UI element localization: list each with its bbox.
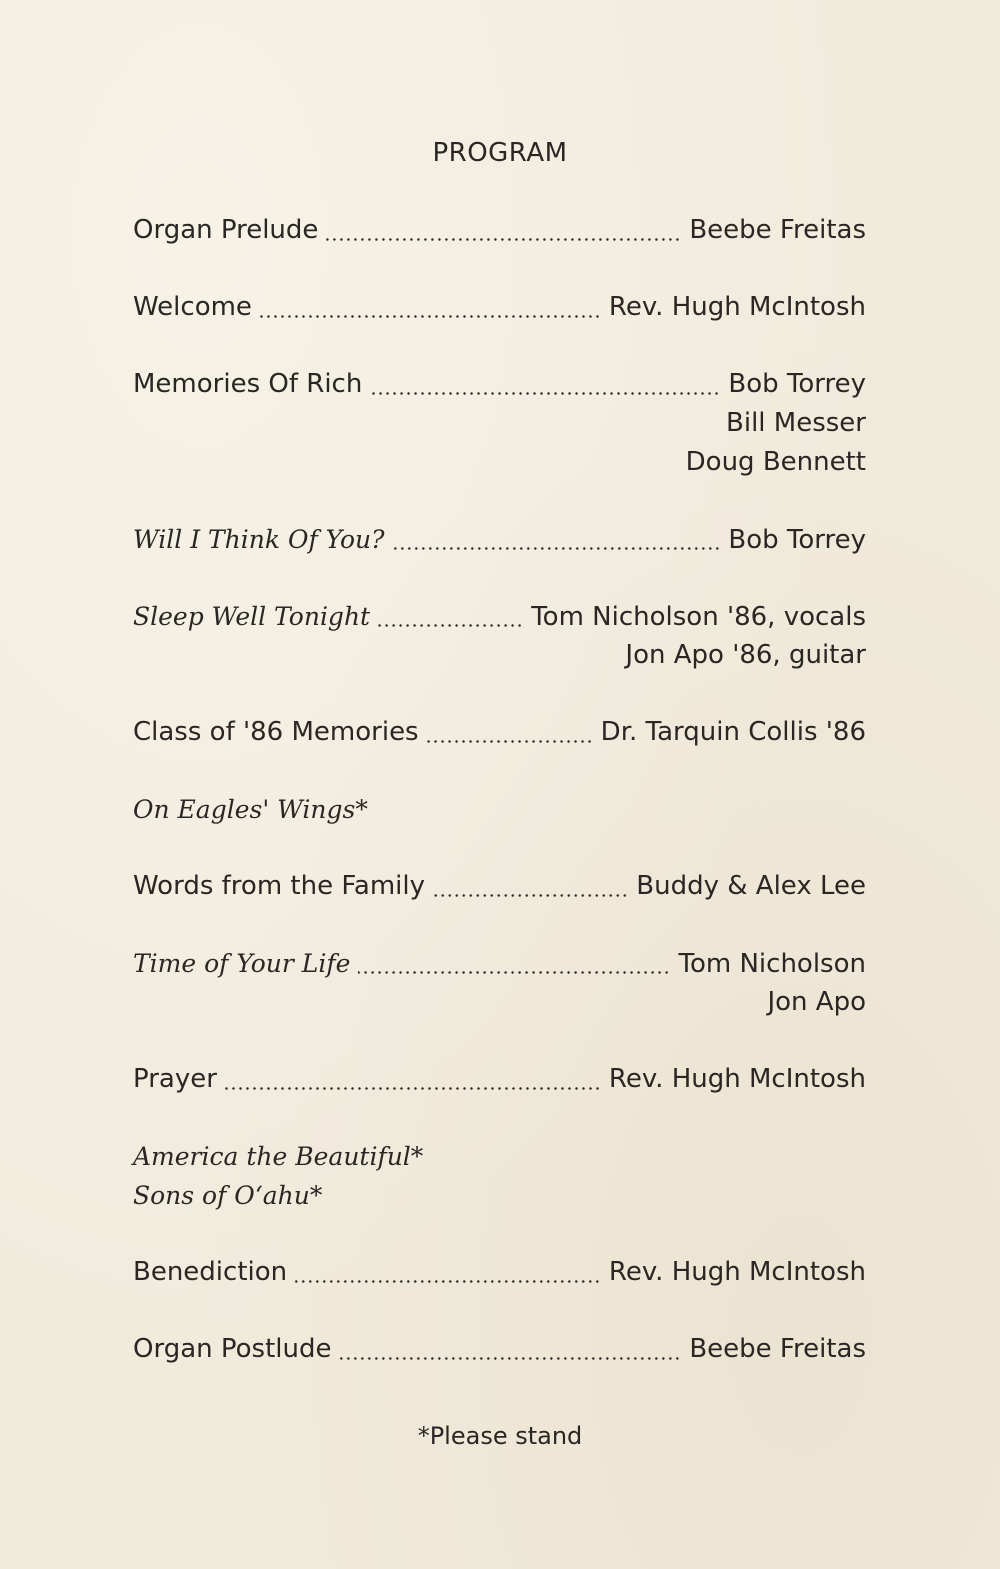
item-performer: Bob Torrey bbox=[728, 369, 866, 399]
program-item-sleep-well-tonight bbox=[133, 597, 866, 675]
item-performer: Tom Nicholson '86, vocals bbox=[531, 602, 866, 632]
item-title: On Eagles' Wings* bbox=[133, 795, 368, 824]
item-title: Words from the Family bbox=[133, 871, 426, 901]
program-item-on-eagles-wings bbox=[133, 790, 866, 829]
program-item-benediction bbox=[133, 1253, 866, 1292]
item-performer: Jon Apo '86, guitar bbox=[625, 640, 866, 670]
item-title: Organ Prelude bbox=[133, 215, 319, 245]
item-title: Welcome bbox=[133, 292, 252, 322]
dot-leader bbox=[370, 392, 720, 395]
program-item-prayer bbox=[133, 1060, 866, 1099]
page-title: PROGRAM bbox=[432, 138, 568, 168]
item-title: Will I Think Of You? bbox=[133, 525, 385, 554]
program-item-welcome bbox=[133, 288, 866, 327]
dot-leader bbox=[427, 740, 593, 743]
item-title: Sleep Well Tonight bbox=[133, 602, 371, 631]
item-performer: Rev. Hugh McIntosh bbox=[608, 1064, 866, 1094]
program-item-songs bbox=[133, 1137, 866, 1215]
dot-leader bbox=[260, 315, 601, 318]
item-performer: Jon Apo bbox=[767, 987, 866, 1017]
item-title: Benediction bbox=[133, 1257, 288, 1287]
item-performer: Beebe Freitas bbox=[689, 1334, 866, 1364]
program-item-class-memories bbox=[133, 713, 866, 752]
program-list bbox=[133, 211, 866, 1407]
program-item-organ-postlude bbox=[133, 1330, 866, 1369]
item-title: Time of Your Life bbox=[133, 949, 351, 978]
item-title: Organ Postlude bbox=[133, 1334, 332, 1364]
dot-leader bbox=[358, 971, 670, 974]
dot-leader bbox=[326, 238, 681, 241]
program-item-will-i-think-of-you bbox=[133, 520, 866, 559]
program-item-time-of-your-life bbox=[133, 944, 866, 1022]
item-performer: Beebe Freitas bbox=[689, 215, 866, 245]
item-title: America the Beautiful* bbox=[133, 1142, 424, 1171]
item-title: Prayer bbox=[133, 1064, 217, 1094]
program-item-organ-prelude bbox=[133, 211, 866, 250]
item-performer: Dr. Tarquin Collis '86 bbox=[600, 717, 866, 747]
program-item-memories-of-rich bbox=[133, 365, 866, 482]
item-title: Memories Of Rich bbox=[133, 369, 363, 399]
dot-leader bbox=[295, 1280, 601, 1283]
item-performer: Rev. Hugh McIntosh bbox=[608, 1257, 866, 1287]
dot-leader bbox=[339, 1357, 681, 1360]
item-performer: Tom Nicholson bbox=[678, 949, 866, 979]
item-title: Sons of O‘ahu* bbox=[133, 1181, 323, 1210]
item-title: Class of '86 Memories bbox=[133, 717, 419, 747]
item-performer: Rev. Hugh McIntosh bbox=[608, 292, 866, 322]
item-performer: Bob Torrey bbox=[728, 525, 866, 555]
item-performer: Doug Bennett bbox=[685, 447, 866, 477]
dot-leader bbox=[225, 1087, 601, 1090]
dot-leader bbox=[393, 547, 721, 550]
item-performer: Bill Messer bbox=[726, 408, 866, 438]
item-performer: Buddy & Alex Lee bbox=[636, 871, 866, 901]
dot-leader bbox=[378, 624, 523, 627]
dot-leader bbox=[433, 894, 628, 897]
program-item-words-from-family bbox=[133, 867, 866, 906]
footnote: *Please stand bbox=[417, 1422, 583, 1450]
